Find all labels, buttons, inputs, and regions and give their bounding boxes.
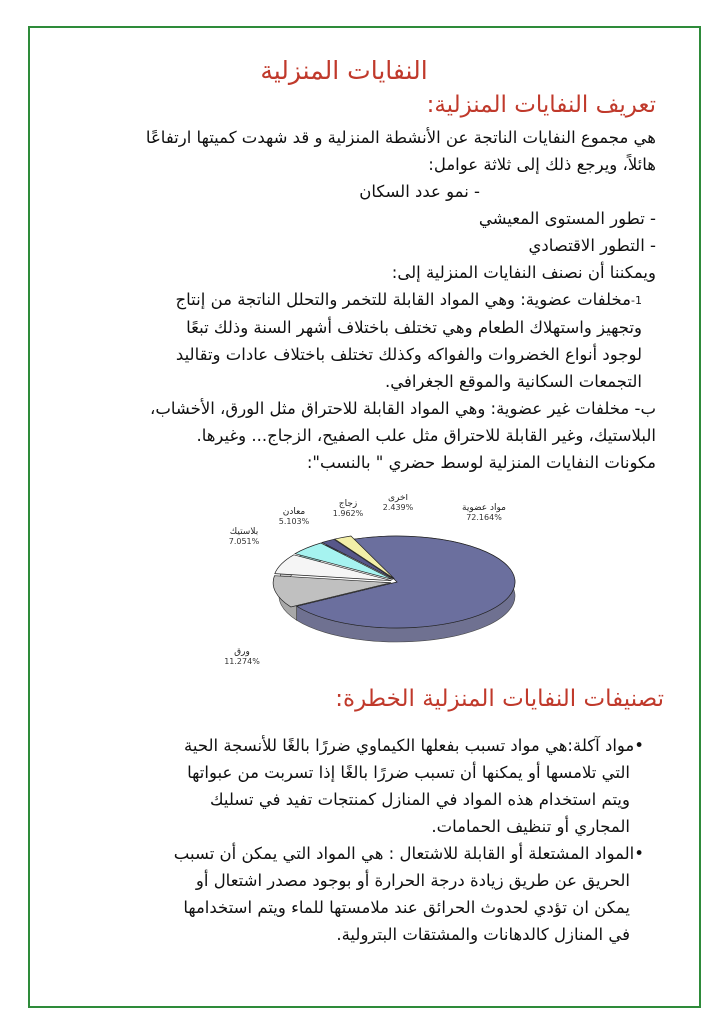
- list-item: - التطور الاقتصادي: [528, 236, 656, 255]
- pie-slices: [273, 536, 515, 642]
- pie-value-label: 2.439%: [382, 503, 414, 512]
- pie-value-label: 7.051%: [228, 537, 260, 546]
- paragraph-line: مكونات النفايات المنزلية لوسط حضري " بالنسب":: [306, 453, 656, 472]
- paragraph-line: ويمكننا أن نصنف النفايات المنزلية إلى:: [391, 263, 656, 282]
- section-heading-definition: تعريف النفايات المنزلية:: [426, 92, 656, 118]
- pie-category-label: بلاستيك: [229, 527, 259, 537]
- pie-category-label: ورق: [234, 647, 250, 657]
- paragraph-line: هائلاً، ويرجع ذلك إلى ثلاثة عوامل:: [428, 155, 656, 174]
- paragraph-line: المجاري أو تنظيف الحمامات.: [431, 817, 630, 836]
- pie-category-label: أخرى: [387, 494, 409, 503]
- document-title: النفايات المنزلية: [260, 56, 428, 85]
- list-item: •مواد آكلة:هي مواد تسبب بفعلها الكيماوي ضررًا بالغًا للأنسجة الحية: [184, 736, 644, 755]
- pie-value-label: 5.103%: [278, 517, 310, 526]
- section-body-definition: [16, 124, 656, 476]
- section-heading-hazardous: تصنيفات النفايات المنزلية الخطرة:: [335, 686, 664, 712]
- pie-value-label: 72.164%: [466, 513, 502, 522]
- paragraph-line: يمكن ان تؤدي لحدوث الحرائق عند ملامستها للماء ويتم استخدامها: [183, 898, 630, 917]
- list-item: ب- مخلفات غير عضوية: وهي المواد القابلة للاحتراق مثل الورق، الأخشاب،: [150, 399, 656, 418]
- paragraph-line: هي مجموع النفايات الناتجة عن الأنشطة المنزلية و قد شهدت كميتها ارتفاعًا: [145, 128, 656, 147]
- pie-value-label: 1.962%: [332, 509, 364, 518]
- paragraph-line: الحريق عن طريق زيادة درجة الحرارة أو بوجود مصدر اشتعال أو: [195, 871, 630, 890]
- list-item: •المواد المشتعلة أو القابلة للاشتعال : هي المواد التي يمكن أن تسبب: [173, 844, 644, 863]
- pie-category-label: مواد عضوية: [462, 503, 506, 513]
- pie-value-label: 11.274%: [224, 657, 260, 664]
- paragraph-line: ويتم استخدام هذه المواد في المنازل كمنتجات تفيد في تسليك: [209, 790, 630, 809]
- pie-category-label: معادن: [282, 507, 306, 517]
- pie-chart: [222, 494, 518, 664]
- list-item-text: مخلفات عضوية: وهي المواد القابلة للتخمر والتحلل الناتجة من إنتاج: [175, 290, 632, 309]
- list-item: - نمو عدد السكان: [359, 182, 480, 201]
- paragraph-line: وتجهيز واستهلاك الطعام وهي تختلف باختلاف أشهر السنة وذلك تبعًا: [186, 318, 642, 337]
- item-number: 1-: [631, 294, 642, 307]
- list-item: [16, 286, 656, 314]
- list-item: - تطور المستوى المعيشي: [478, 209, 656, 228]
- pie-category-label: زجاج: [338, 499, 358, 509]
- paragraph-line: التي تلامسها أو يمكنها أن تسبب ضررًا بالغًا إذا تسربت من عبواتها: [187, 763, 630, 782]
- paragraph-line: البلاستيك، وغير القابلة للاحتراق مثل علب الصفيح، الزجاج... وغيرها.: [196, 426, 656, 445]
- paragraph-line: لوجود أنواع الخضروات والفواكه وكذلك تختلف باختلاف عادات وتقاليد: [175, 345, 642, 364]
- paragraph-line: التجمعات السكانية والموقع الجغرافي.: [384, 372, 642, 391]
- paragraph-line: في المنازل كالدهانات والمشتقات البترولية.: [336, 925, 630, 944]
- section-body-hazardous: [44, 732, 644, 948]
